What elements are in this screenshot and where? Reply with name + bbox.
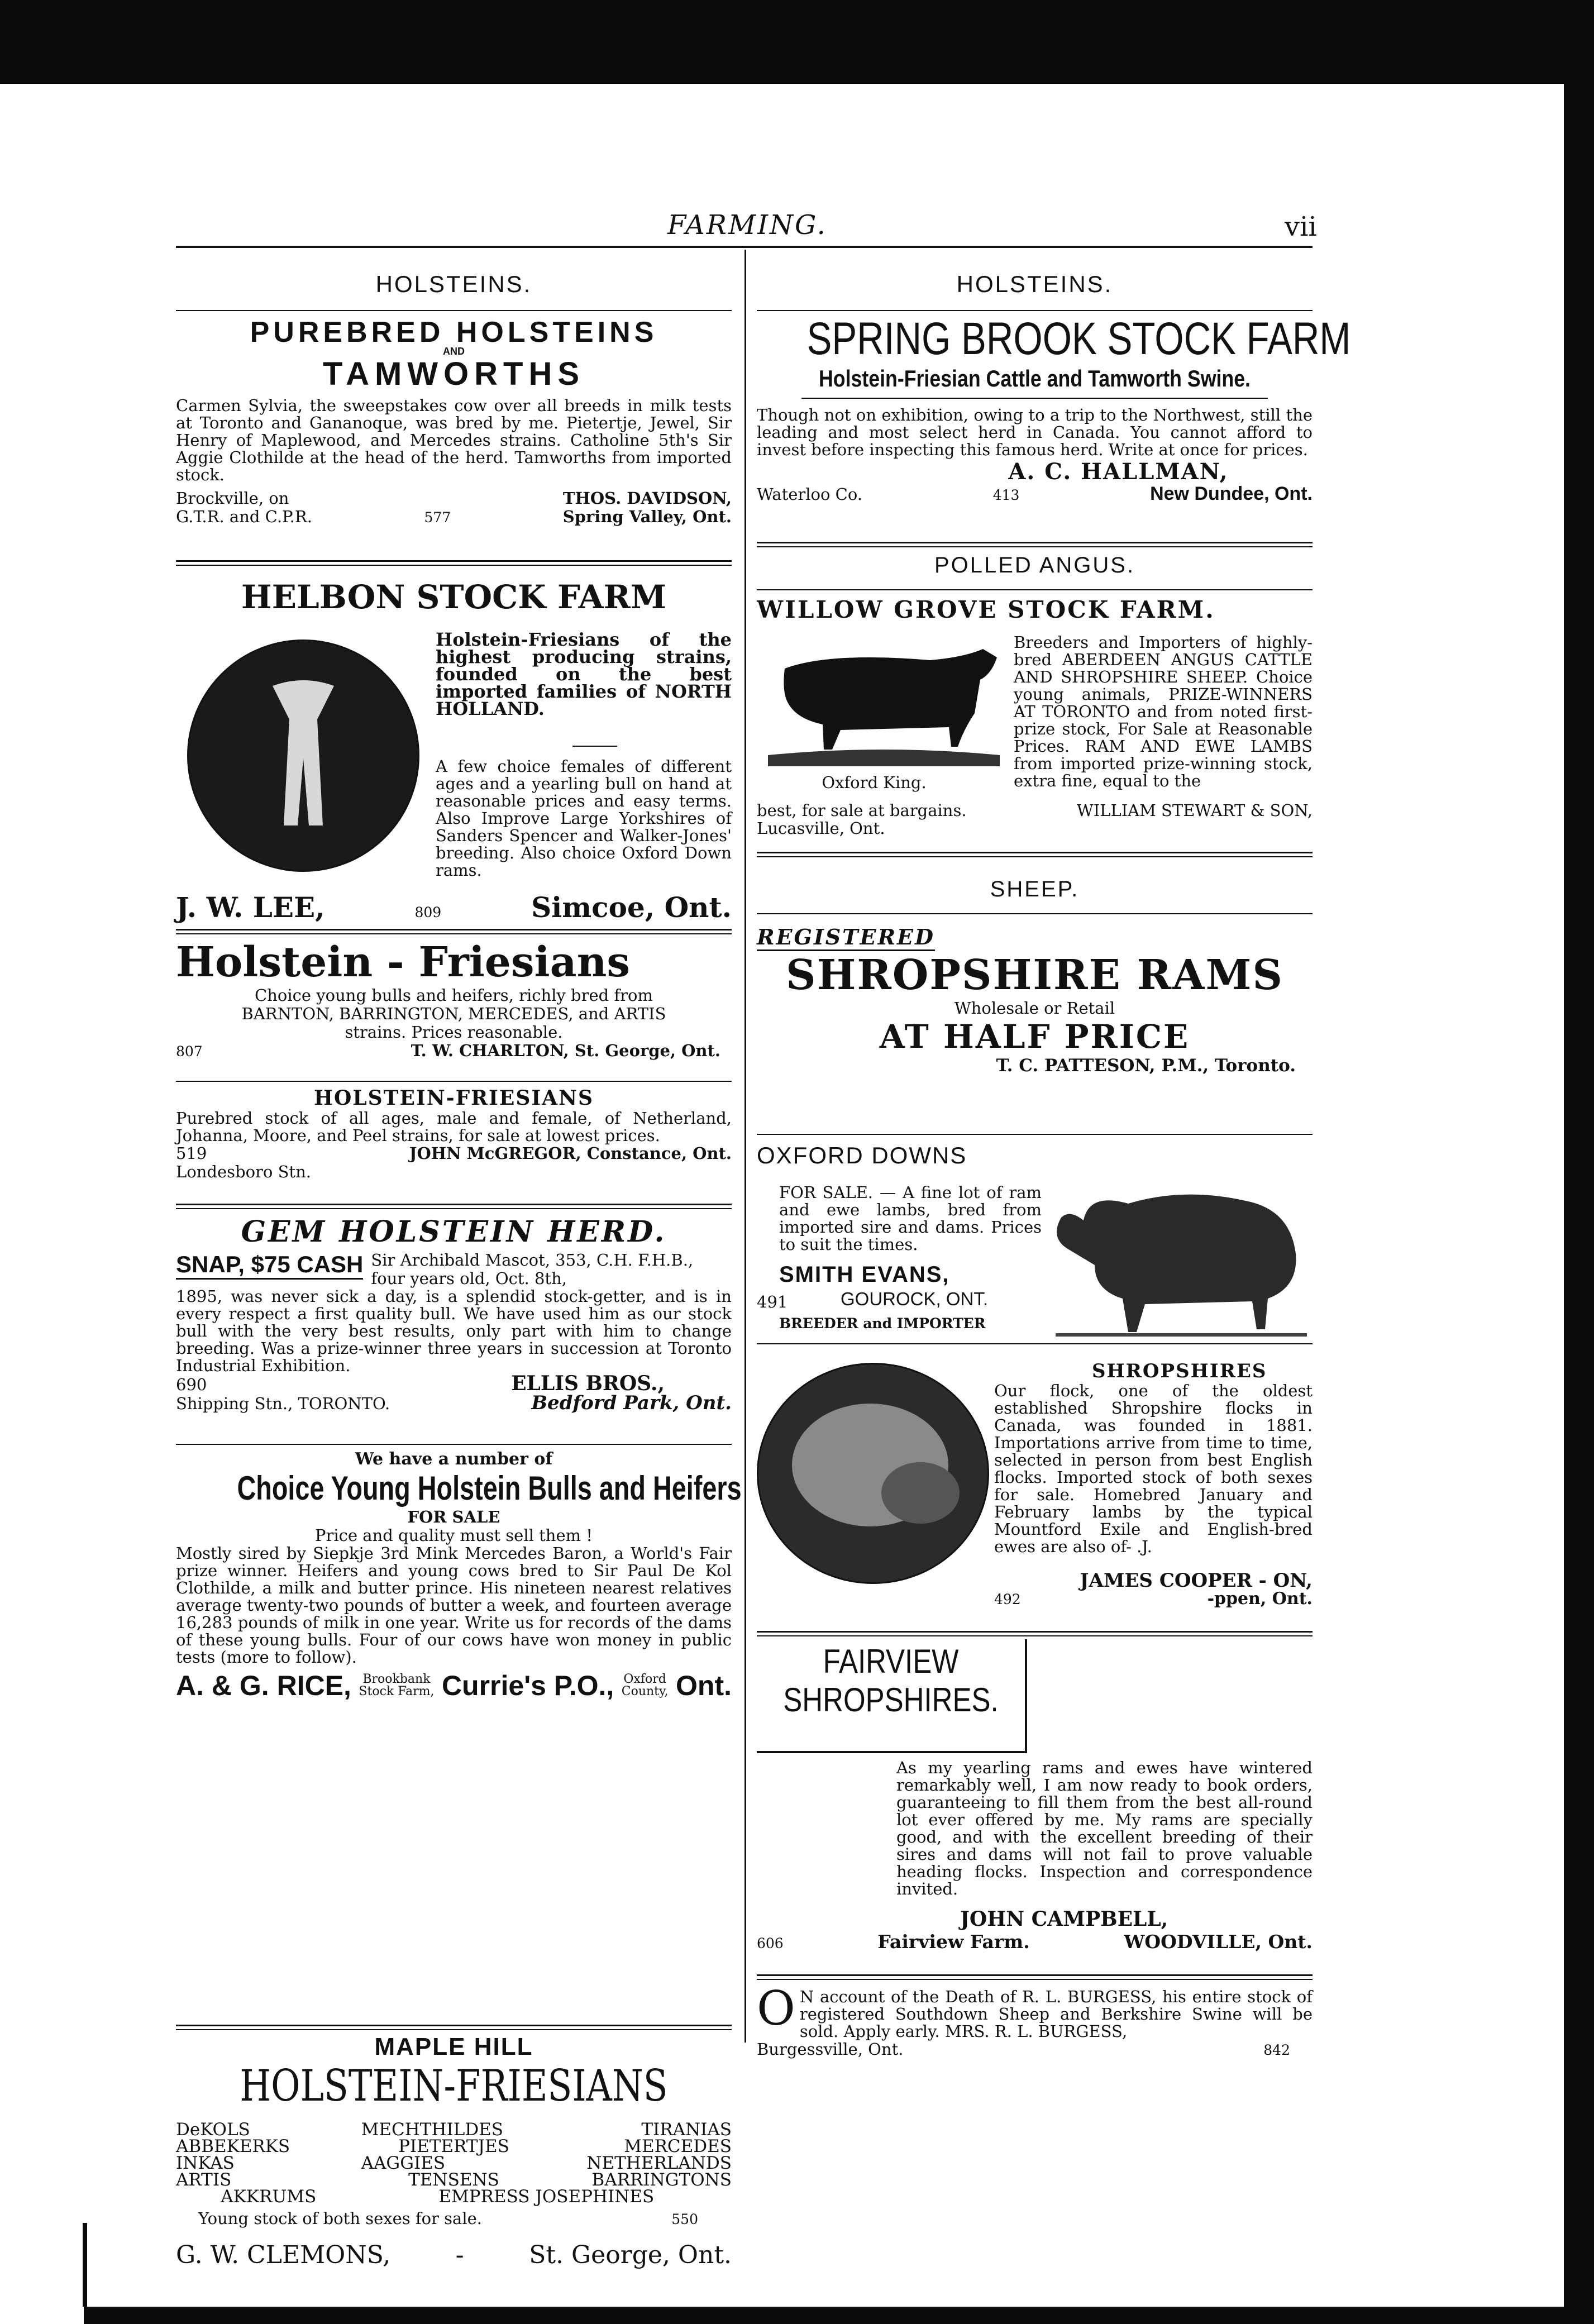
divider bbox=[176, 929, 732, 934]
strain-name: ARTIS bbox=[176, 2170, 232, 2190]
divider bbox=[176, 1204, 732, 1209]
ad-willow-grove bbox=[757, 596, 1313, 838]
ad-charlton bbox=[176, 938, 732, 1061]
ad-advertiser: WILLIAM STEWART & SON, bbox=[1076, 801, 1313, 820]
ad-half-price: AT HALF PRICE bbox=[879, 1018, 1190, 1056]
ad-purebred-holsteins bbox=[176, 316, 732, 527]
ad-advertiser: G. W. CLEMONS, bbox=[176, 2241, 391, 2269]
divider bbox=[176, 560, 732, 566]
ad-farm: Fairview Farm. bbox=[877, 1931, 1030, 1953]
ad-title: GEM HOLSTEIN HERD. bbox=[241, 1215, 667, 1249]
divider bbox=[757, 1134, 1313, 1135]
divider bbox=[176, 1444, 732, 1445]
portrait-figure-icon bbox=[189, 641, 418, 870]
ad-breeder: BREEDER and IMPORTER bbox=[779, 1315, 986, 1332]
ad-body: Mostly sired by Siepkje 3rd Mink Mercedes Baron, a World's Fair prize winner. Heifers and young cows bred to Sir Paul De Kol Clothilde, a milk and butter prince. His nineteen nearest relatives average twenty-two pounds of butter a week, and fourteen average 16,283 pounds of milk in one year. Write us for records of the dams of these young bulls. Four of our cows have won money in public tests (more to follow). bbox=[176, 1544, 732, 1667]
ad-advertiser: A. C. HALLMAN, bbox=[1008, 459, 1229, 485]
ad-title-2: SHROPSHIRES. bbox=[783, 1681, 999, 1719]
ad-title: Holstein - Friesians bbox=[176, 938, 631, 986]
ad-place: Bedford Park, Ont. bbox=[531, 1392, 732, 1414]
column-separator bbox=[744, 250, 746, 2043]
ad-farm-line-2: Stock Farm, bbox=[359, 1684, 435, 1698]
strain-name: BARRINGTONS bbox=[591, 2170, 732, 2190]
ram-head-image bbox=[757, 1363, 989, 1584]
ad-number: 413 bbox=[992, 487, 1020, 503]
ad-advertiser: J. W. LEE, bbox=[176, 891, 325, 924]
ad-station: Shipping Stn., TORONTO. bbox=[176, 1394, 390, 1413]
ad-advertiser: A. & G. RICE, bbox=[176, 1670, 351, 1701]
ad-rice bbox=[176, 1449, 742, 1702]
ad-title: HELBON STOCK FARM bbox=[241, 578, 667, 616]
angus-bull-icon bbox=[762, 635, 1003, 775]
ad-title: OXFORD DOWNS bbox=[757, 1142, 967, 1168]
divider bbox=[757, 1343, 1313, 1344]
portrait-image bbox=[187, 640, 419, 872]
ad-title: HOLSTEIN-FRIESIANS bbox=[240, 2061, 668, 2111]
scan-border-right bbox=[1564, 0, 1594, 2324]
strain-name: AAGGIES bbox=[361, 2153, 446, 2173]
strain-name: NETHERLANDS bbox=[586, 2153, 732, 2173]
ad-number: 491 bbox=[757, 1292, 788, 1311]
ad-number: 492 bbox=[994, 1591, 1021, 1607]
separator-dash: - bbox=[455, 2241, 464, 2269]
scan-border-left-mark bbox=[83, 2223, 87, 2307]
ad-head: MAPLE HILL bbox=[374, 2033, 533, 2060]
ad-young-stock: Young stock of both sexes for sale. bbox=[198, 2209, 482, 2228]
ad-wholesale: Wholesale or Retail bbox=[954, 999, 1115, 1018]
ad-intro: We have a number of bbox=[355, 1449, 553, 1469]
ad-shropshire-rams bbox=[757, 924, 1313, 1076]
strain-name: DeKOLS bbox=[176, 2120, 250, 2140]
ad-title: Choice Young Holstein Bulls and Heifers bbox=[237, 1469, 742, 1507]
header-rule bbox=[176, 246, 1313, 248]
strain-name: MERCEDES bbox=[624, 2136, 732, 2156]
sheep-icon bbox=[1044, 1170, 1313, 1343]
ad-title: SHROPSHIRE RAMS bbox=[786, 951, 1283, 999]
ad-title: PUREBRED HOLSTEINS bbox=[250, 316, 658, 349]
ad-station: Londesboro Stn. bbox=[176, 1162, 311, 1181]
ad-body: 1895, was never sick a day, is a splendid stock-getter, and is in every respect a first quality bull. We have used him as our stock bull with the very best results, only part with him to change breeding. Was a prize-winner three years in succession at Toronto Industrial Exhibition. bbox=[176, 1287, 732, 1375]
divider bbox=[176, 310, 732, 311]
ad-place: St. George, Ont. bbox=[529, 2241, 732, 2269]
ad-advertiser: SMITH EVANS, bbox=[779, 1262, 950, 1287]
ad-lead: Holstein-Friesians of the highest producing strains, founded on the best imported families of NORTH HOLLAND. bbox=[436, 629, 732, 719]
ad-location: Brockville, on bbox=[176, 489, 289, 508]
scan-border-top bbox=[0, 0, 1594, 84]
divider bbox=[801, 398, 1268, 399]
ad-number: 842 bbox=[1263, 2042, 1290, 2058]
ad-advertiser: THOS. DAVIDSON, bbox=[562, 489, 732, 508]
ad-price: Price and quality must sell them ! bbox=[315, 1526, 593, 1545]
ad-burgess-notice bbox=[757, 1981, 1313, 2059]
ad-place: GOUROCK, ONT. bbox=[841, 1289, 989, 1309]
ad-body: A few choice females of different ages and a yearling bull on hand at reasonable prices and easy terms. Also Improve Large Yorkshires of Sanders Spencer and Walker-Jones' breeding. Also choice Oxford Down rams. bbox=[436, 757, 732, 880]
ad-body: FOR SALE. — A fine lot of ram and ewe lambs, bred from imported sire and dams. Prices to suit the times. bbox=[779, 1183, 1042, 1254]
ad-snap-text: Sir Archibald Mascot, 353, C.H. F.H.B., four years old, Oct. 8th, bbox=[371, 1251, 694, 1288]
ad-place: Burgessville, Ont. bbox=[757, 2040, 904, 2059]
ad-place: WOODVILLE, Ont. bbox=[1124, 1931, 1313, 1953]
ad-title-2: TAMWORTHS bbox=[322, 356, 585, 392]
ad-title: SPRING BROOK STOCK FARM bbox=[806, 313, 1351, 364]
ad-advertiser: T. W. CHARLTON, St. George, Ont. bbox=[411, 1041, 720, 1060]
drop-cap: O bbox=[757, 1981, 795, 2036]
ad-body: Choice young bulls and heifers, richly bred from BARNTON, BARRINGTON, MERCEDES, and ARTIS strains. Prices reasonable. bbox=[241, 986, 666, 1042]
divider bbox=[757, 913, 1313, 914]
ad-place: Lucasville, Ont. bbox=[757, 819, 885, 838]
ad-number: 809 bbox=[414, 904, 442, 920]
section-head-holsteins: HOLSTEINS. bbox=[956, 271, 1113, 297]
ad-oxford-downs bbox=[757, 1142, 1313, 1332]
ad-county-line-1: Oxford bbox=[623, 1672, 666, 1686]
ad-county: Waterloo Co. bbox=[757, 485, 863, 504]
ad-body: Our flock, one of the oldest established Shropshire flocks in Canada, was founded in 1881. Importations arrive from time to time, selected in person from best English flocks. Imported stock of both sexes for sale. Homebred January and February lambs by the typical Mountford Exile and English-bred ewes are also of- .J. bbox=[994, 1381, 1313, 1556]
running-head: FARMING. bbox=[667, 209, 827, 241]
divider bbox=[757, 542, 1313, 547]
ad-body: N account of the Death of R. L. BURGESS, his entire stock of registered Southdown Sheep and Berkshire Swine will be sold. Apply early. MRS. R. L. BURGESS, bbox=[799, 1987, 1313, 2041]
ad-railway: G.T.R. and C.P.R. bbox=[176, 507, 312, 526]
divider bbox=[572, 746, 617, 747]
ad-body: Purebred stock of all ages, male and female, of Netherland, Johanna, Moore, and Peel strains, for sale at lowest prices. bbox=[176, 1109, 732, 1145]
ad-for-sale: FOR SALE bbox=[407, 1507, 500, 1526]
strain-name: PIETERTJES bbox=[398, 2136, 509, 2156]
ad-number: 606 bbox=[757, 1935, 784, 1951]
ad-registered: REGISTERED bbox=[757, 924, 935, 951]
ad-title: FAIRVIEW bbox=[823, 1643, 959, 1680]
ad-place: New Dundee, Ont. bbox=[1150, 483, 1313, 504]
strain-name: AKKRUMS bbox=[221, 2187, 317, 2207]
strain-name: EMPRESS JOSEPHINES bbox=[438, 2187, 655, 2207]
ad-title: HOLSTEIN-FRIESIANS bbox=[313, 1086, 594, 1110]
ad-body: As my yearling rams and ewes have wintered remarkably well, I am now ready to book orders, guaranteeing to fill them from the best all-round lot ever offered by me. My rams are specially good, and with the excellent breeding of their sires and dams will not fail to prove valuable heading flocks. Inspection and correspondence invited. bbox=[896, 1758, 1313, 1898]
divider bbox=[176, 1081, 732, 1082]
divider bbox=[757, 1974, 1313, 1980]
ad-county-line-2: County, bbox=[621, 1684, 669, 1698]
ram-head-icon bbox=[758, 1364, 987, 1582]
ad-advertiser: ELLIS BROS., bbox=[511, 1372, 665, 1395]
ad-bargains: best, for sale at bargains. bbox=[757, 801, 967, 820]
scan-border-bottom bbox=[84, 2307, 1594, 2324]
page-number: vii bbox=[1285, 211, 1317, 242]
ad-maple-hill bbox=[176, 2033, 732, 2269]
ad-number: 577 bbox=[424, 509, 451, 526]
ad-title: SHROPSHIRES bbox=[1092, 1360, 1267, 1382]
section-head-polled-angus: POLLED ANGUS. bbox=[934, 553, 1135, 578]
divider bbox=[176, 2025, 732, 2030]
ad-title: WILLOW GROVE STOCK FARM. bbox=[757, 596, 1215, 623]
ad-advertiser: JOHN McGREGOR, Constance, Ont. bbox=[409, 1144, 732, 1163]
divider bbox=[757, 310, 1313, 311]
fairview-box bbox=[757, 1639, 1027, 1753]
ad-subtitle: Holstein-Friesian Cattle and Tamworth Swine. bbox=[819, 365, 1251, 392]
ad-and: AND bbox=[443, 346, 465, 357]
divider bbox=[757, 589, 1313, 590]
divider bbox=[757, 852, 1313, 857]
ad-advertiser: JOHN CAMPBELL, bbox=[960, 1907, 1168, 1931]
divider bbox=[757, 1631, 1313, 1636]
ad-number: 807 bbox=[176, 1043, 203, 1060]
ad-number: 519 bbox=[176, 1144, 207, 1163]
strain-name: MECHTHILDES bbox=[361, 2120, 504, 2140]
section-head-sheep: SHEEP. bbox=[990, 877, 1080, 901]
strain-name: ABBEKERKS bbox=[176, 2136, 290, 2156]
ad-number: 550 bbox=[671, 2211, 698, 2227]
ad-mcgregor bbox=[176, 1086, 732, 1181]
ad-place: Ont. bbox=[676, 1670, 732, 1701]
section-head-holsteins: HOLSTEINS. bbox=[375, 271, 532, 297]
strain-name: INKAS bbox=[176, 2153, 235, 2173]
strain-list bbox=[176, 2121, 732, 2205]
ad-advertiser: T. C. PATTESON, P.M., Toronto. bbox=[996, 1056, 1296, 1076]
ad-farm-line-1: Brookbank bbox=[362, 1672, 431, 1686]
strain-name: TIRANIAS bbox=[641, 2120, 732, 2140]
ad-spring-brook bbox=[757, 313, 1351, 504]
ad-post-office: Currie's P.O., bbox=[441, 1670, 614, 1701]
ad-body: Breeders and Importers of highly-bred ABERDEEN ANGUS CATTLE AND SHROPSHIRE SHEEP. Choice young animals, PRIZE-WINNERS AT TORONTO and from noted first-prize stock, For Sale at Reasonable Prices. RAM AND EWE LAMBS from imported prize-winning stock, extra fine, equal to the bbox=[1014, 633, 1313, 790]
ad-body: Though not on exhibition, owing to a trip to the Northwest, still the leading and most select herd in Canada. You cannot afford to invest before inspecting this famous herd. Write at once for prices. bbox=[757, 405, 1313, 459]
image-caption: Oxford King. bbox=[822, 773, 927, 792]
ad-advertiser: JAMES COOPER - ON, bbox=[1080, 1569, 1313, 1592]
ad-snap: SNAP, $75 CASH bbox=[176, 1251, 363, 1280]
ad-helbon-stock-farm bbox=[176, 578, 732, 924]
strain-name: TENSENS bbox=[408, 2170, 499, 2190]
ad-place: -ppen, Ont. bbox=[1207, 1589, 1313, 1609]
ad-place: Simcoe, Ont. bbox=[531, 891, 732, 924]
ad-gem-holstein-herd bbox=[176, 1215, 732, 1413]
ad-body: Carmen Sylvia, the sweepstakes cow over all breeds in milk tests at Toronto and Gananoque, was bred by me. Pietertje, Jewel, Sir Henry of Maplewood, and Mercedes strains. Catholine 5th's Sir Aggie Clothilde at the head of the herd. Tamworths from imported stock. bbox=[176, 396, 732, 484]
ad-place: Spring Valley, Ont. bbox=[562, 507, 732, 526]
ad-number: 690 bbox=[176, 1375, 207, 1394]
